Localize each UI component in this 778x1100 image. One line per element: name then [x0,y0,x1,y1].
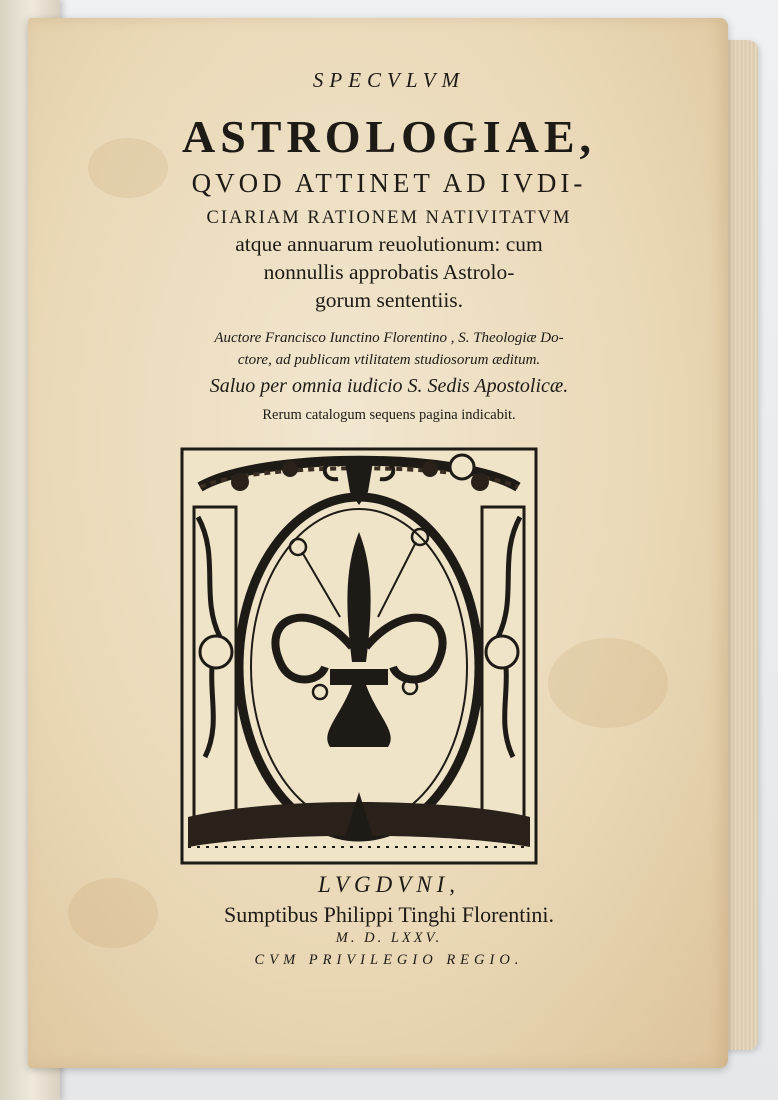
title-line-4: CIARIAM RATIONEM NATIVITATVM [206,208,572,228]
title-line-7: gorum sententiis. [314,288,464,312]
imprint-privilege: CVM PRIVILEGIO REGIO. [254,952,524,968]
imprint-publisher: Sumptibus Philippi Tinghi Florentini. [223,902,555,927]
foxing-stain [548,638,668,728]
imprint-place: LVGDVNI, [317,872,460,897]
title-line-speculum: SPECVLVM [312,68,466,92]
catalog-line: Rerum catalogum sequens pagina indicabit. [262,407,516,423]
title-line-astrologiae: ASTROLOGIAE, [181,111,597,162]
woodcut-fleur-de-lis-emblem [180,447,538,865]
title-line-5: atque annuarum reuolutionum: cum [235,232,543,256]
title-line-6: nonnullis approbatis Astrolo- [263,260,515,284]
author-line-1: Auctore Francisco Iunctino Florentino , S. Theologiæ Do- [214,330,564,346]
salvo-line: Saluo per omnia iudicio S. Sedis Apostolicæ. [209,375,569,397]
imprint-year: M. D. LXXV. [335,930,443,946]
author-line-2: ctore, ad publicam vtilitatem studiosorum æditum. [237,352,541,368]
title-line-3: QVOD ATTINET AD IVDI- [191,168,587,198]
